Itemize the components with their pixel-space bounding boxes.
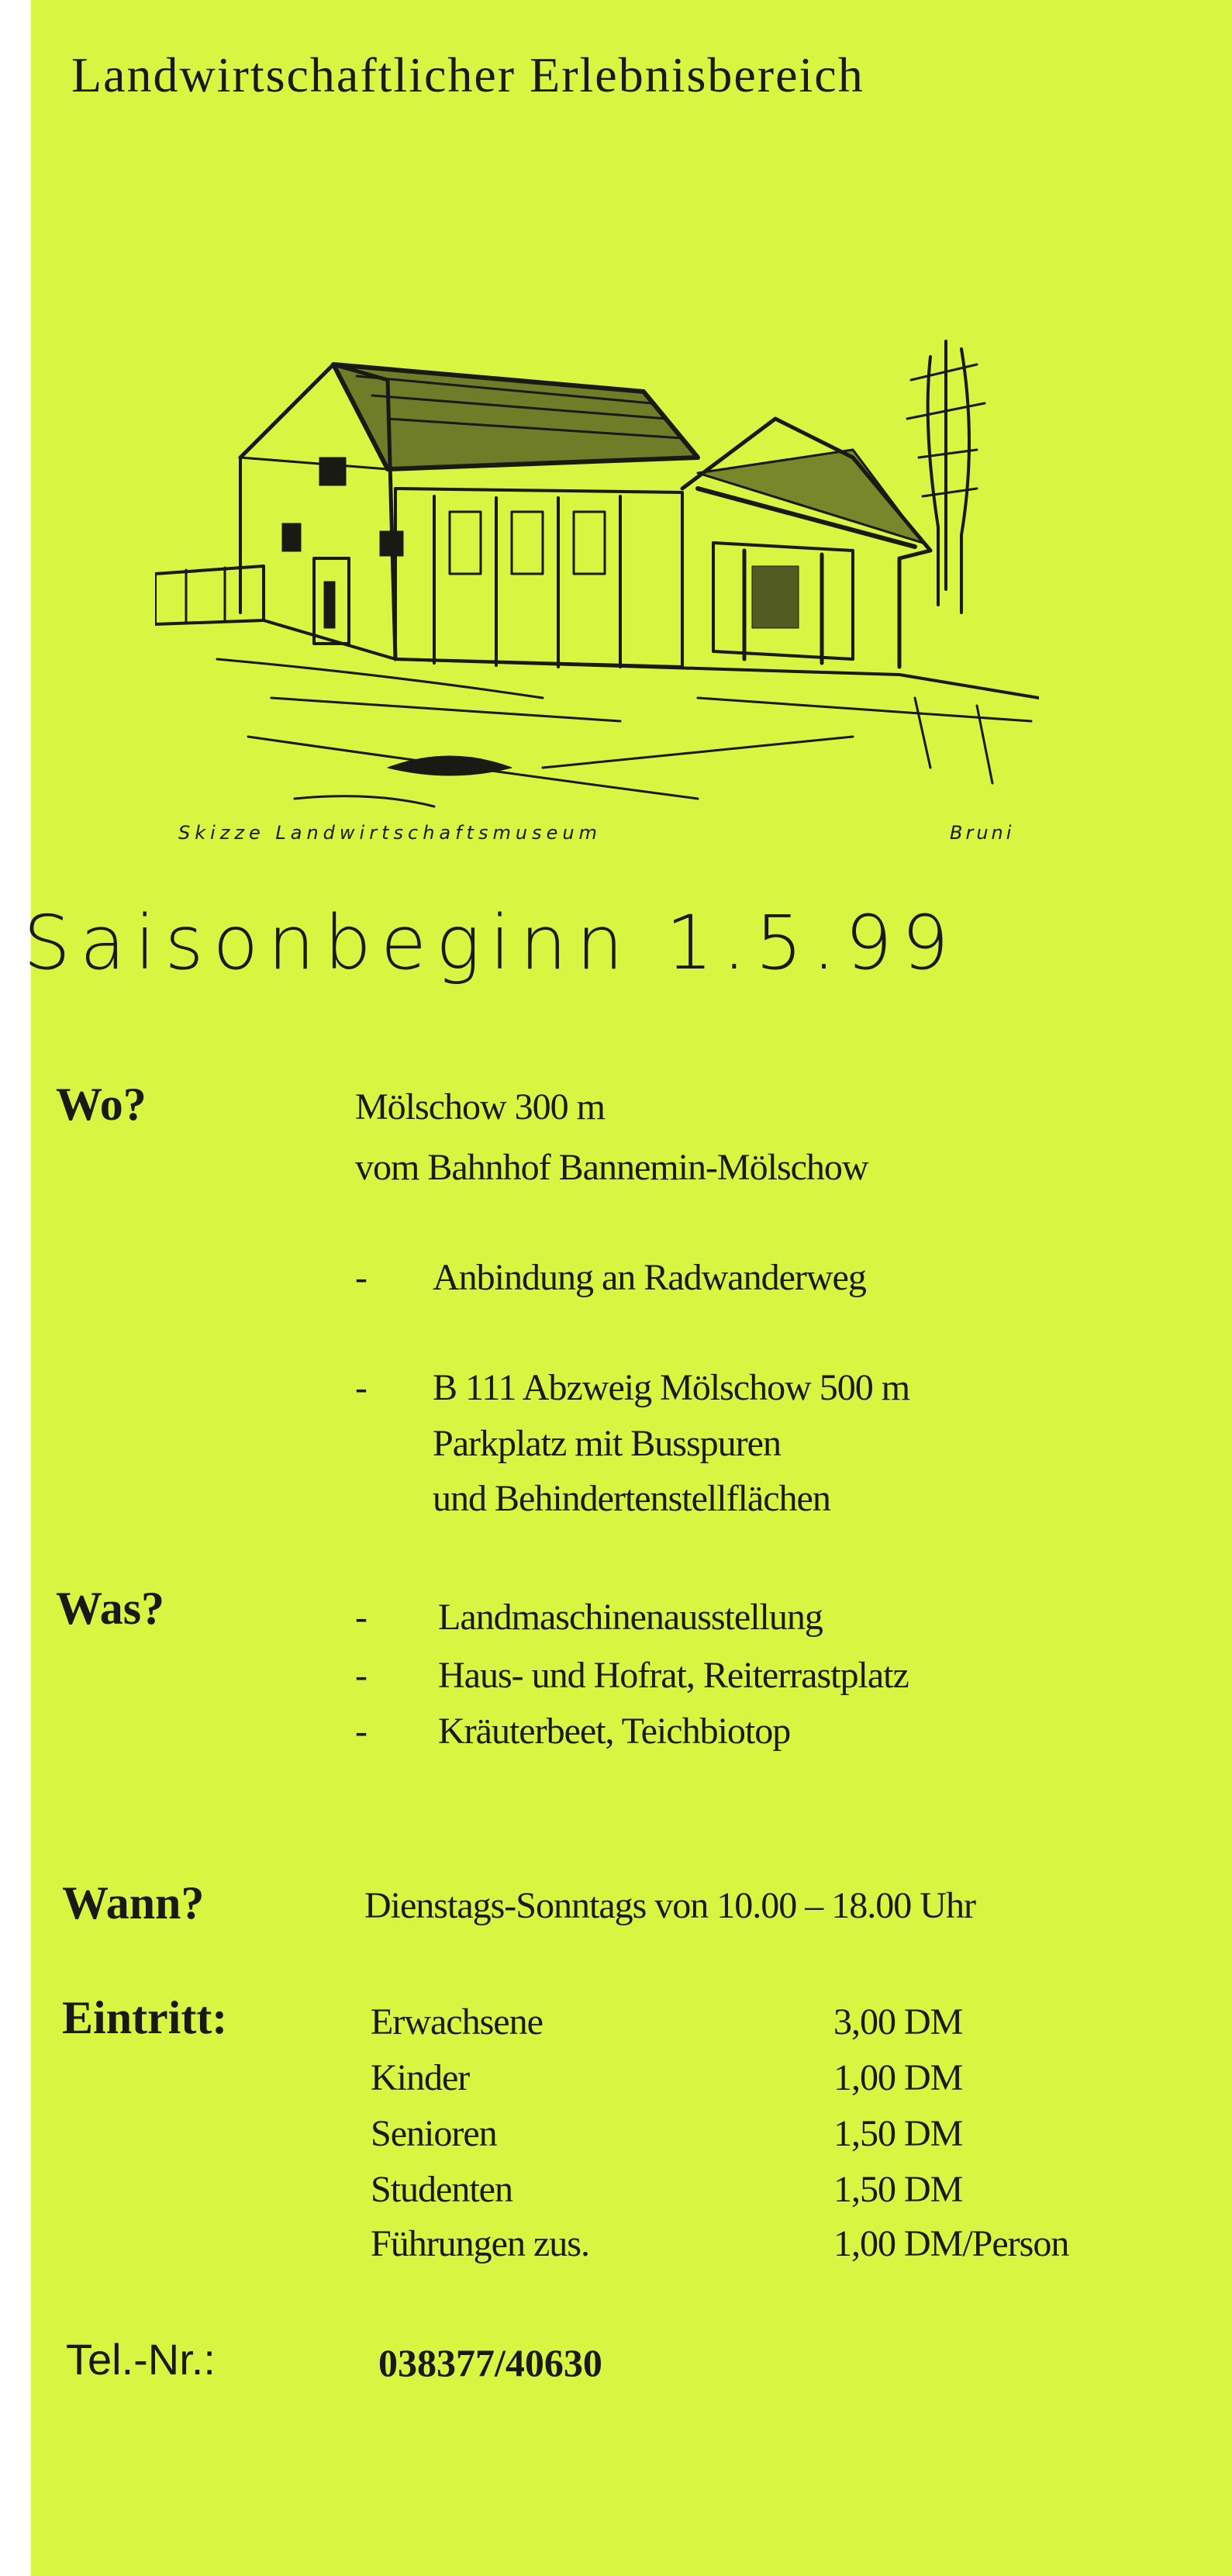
price-category: Führungen zus.: [371, 2223, 589, 2264]
opening-hours: Dienstags-Sonntags von 10.00 – 18.00 Uhr: [364, 1885, 975, 1926]
eintritt-heading: Eintritt:: [62, 1992, 228, 2043]
wo-bullet-line: Parkplatz mit Busspuren: [433, 1423, 781, 1464]
price-value: 1,00 DM/Person: [833, 2223, 1069, 2264]
bullet-dash: -: [355, 1597, 368, 1638]
bullet-dash: -: [355, 1367, 368, 1408]
phone-label: Tel.-Nr.:: [66, 2335, 216, 2384]
price-value: 1,50 DM: [833, 2169, 963, 2210]
price-category: Erwachsene: [371, 2001, 543, 2042]
price-value: 1,00 DM: [833, 2057, 963, 2098]
wo-bullet: Anbindung an Radwanderweg: [433, 1257, 866, 1298]
farmhouse-sketch: [155, 333, 1039, 876]
price-category: Senioren: [371, 2113, 497, 2154]
price-value: 3,00 DM: [833, 2001, 963, 2042]
wo-heading: Wo?: [56, 1079, 147, 1130]
bullet-dash: -: [355, 1655, 368, 1696]
sketch-caption: Skizze Landwirtschaftsmuseum: [178, 822, 602, 844]
page-title: Landwirtschaftlicher Erlebnisbereich: [71, 47, 864, 102]
bullet-dash: -: [355, 1257, 368, 1298]
wo-bullet-line: und Behindertenstellflächen: [433, 1478, 830, 1519]
was-heading: Was?: [56, 1583, 165, 1634]
phone-number: 038377/40630: [378, 2341, 602, 2384]
wo-station: vom Bahnhof Bannemin-Mölschow: [355, 1147, 868, 1188]
was-item: Landmaschinenausstellung: [438, 1597, 823, 1638]
bullet-dash: -: [355, 1711, 368, 1752]
wann-heading: Wann?: [62, 1877, 205, 1929]
price-category: Kinder: [371, 2057, 470, 2098]
price-category: Studenten: [371, 2169, 512, 2210]
season-start: Saisonbeginn 1.5.99: [23, 900, 958, 986]
sketch-signature: Bruni: [950, 822, 1015, 844]
wo-location: Mölschow 300 m: [355, 1086, 605, 1127]
was-item: Haus- und Hofrat, Reiterrastplatz: [438, 1655, 909, 1696]
price-value: 1,50 DM: [833, 2113, 963, 2154]
was-item: Kräuterbeet, Teichbiotop: [438, 1711, 791, 1752]
wo-bullet: B 111 Abzweig Mölschow 500 m: [433, 1367, 910, 1408]
